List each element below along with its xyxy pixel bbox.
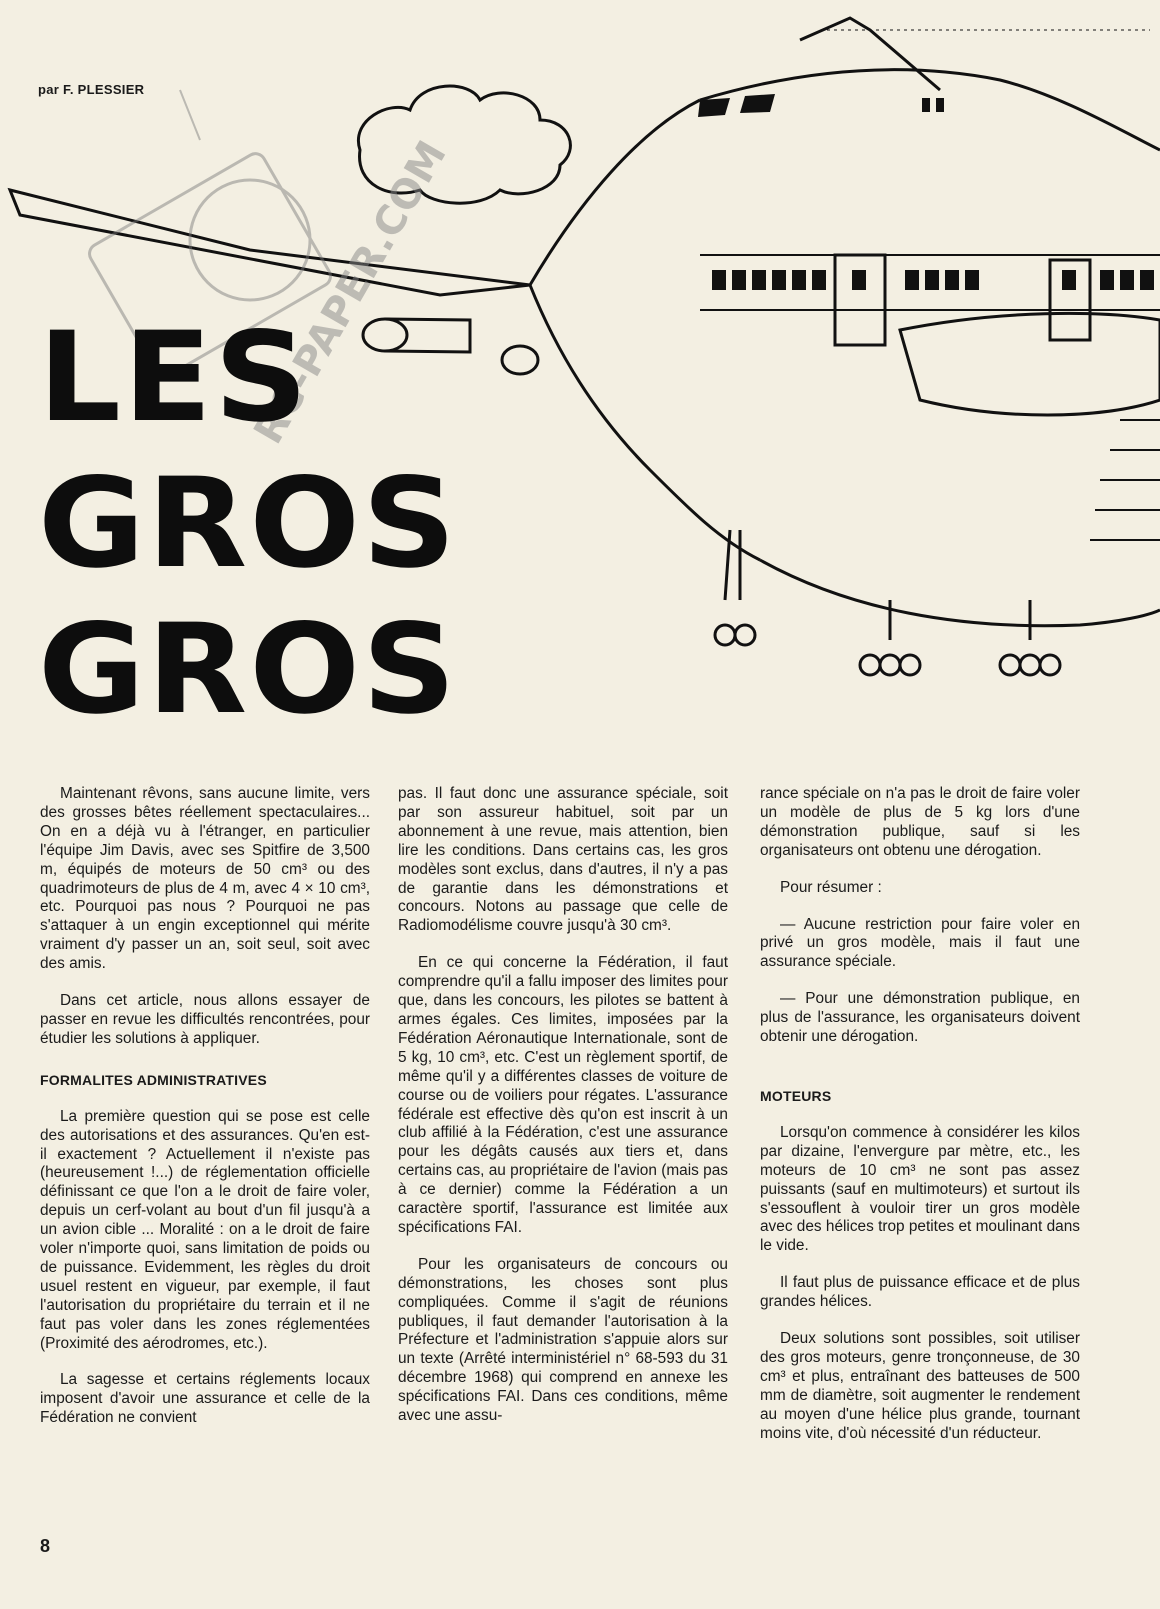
paragraph: Pour les organisateurs de concours ou démonstrations, les choses sont plus compliquées. Comme il s'agit de réunions publiques, il faut demander l'autorisation à la Préfecture et l'administration s'appuie alors sur un texte (Arrêté interministériel n° 68-593 du 31 décembre 1968) qui comprend en annexe les spécifications FAI. Dans ces conditions, même avec une assu- xyxy=(398,1255,728,1425)
byline: par F. PLESSIER xyxy=(38,82,145,97)
paragraph: — Pour une démonstration publique, en plus de l'assurance, les organisateurs doivent obtenir une dérogation. xyxy=(760,990,1080,1046)
column-2 xyxy=(398,785,728,1444)
paragraph: Maintenant rêvons, sans aucune limite, vers des grosses bêtes réellement spectaculaires... On en a déjà vu à l'étranger, en particulier l'équipe Jim Davis, avec ses Spitfire de 3,500 m, équipés de moteurs de 50 cm³ ou des quadrimoteurs de plus de 4 m, avec 4 × 10 cm³, etc. Pourquoi pas nous ? Pourquoi ne pas s'attaquer à un engin exceptionnel qui mérite vraiment d'y passer un an, soit seul, soit avec des amis. xyxy=(40,785,370,973)
paragraph: Deux solutions sont possibles, soit utiliser des gros moteurs, genre tronçonneuse, de 30 cm³ et plus, entraînant des batteuses de 500 mm de diamètre, soit augmenter le rendement au moyen d'une hélice plus grande, tournant moins vite, d'où nécessité d'un réducteur. xyxy=(760,1330,1080,1442)
paragraph: Dans cet article, nous allons essayer de passer en revue les difficultés rencontrées, pour étudier les solutions à appliquer. xyxy=(40,992,370,1047)
section-heading-motors: MOTEURS xyxy=(760,1087,832,1104)
paragraph: rance spéciale on n'a pas le droit de faire voler un modèle de plus de 5 kg lors d'une démonstration publique, sauf si les organisateurs ont obtenu une dérogation. xyxy=(760,785,1080,859)
paragraph: pas. Il faut donc une assurance spéciale, soit par son assureur habituel, soit par un abonnement à une revue, mais attention, bien lire les conditions. Dans certains cas, les gros modèles sont exclus, dans d'autres, il n'y a pas de garantie dans les démonstrations et concours. Notons au passage que celle de Radiomodélisme couvre jusqu'à 30 cm³. xyxy=(398,785,728,935)
right-wing xyxy=(900,313,1160,415)
title-line-3: GROS xyxy=(38,598,458,742)
paragraph: La sagesse et certains réglements locaux imposent d'avoir une assurance et celle de la Fédération ne convient xyxy=(40,1371,370,1427)
paragraph: Il faut plus de puissance efficace et de plus grandes hélices. xyxy=(760,1274,1080,1311)
section-heading-administrative: FORMALITES ADMINISTRATIVES xyxy=(40,1071,267,1088)
article-title xyxy=(38,305,458,743)
tail-fin xyxy=(800,18,940,90)
column-1 xyxy=(40,785,370,1446)
paragraph: Pour résumer : xyxy=(780,878,882,896)
title-line-2: GROS xyxy=(38,452,458,596)
paragraph: Lorsqu'on commence à considérer les kilos par dizaine, l'envergure par mètre, etc., les moteurs de 10 cm³ ne sont pas assez puissants (sauf en multimoteurs) et surtout ils s'essouflent à vouloir tirer un gros modèle avec des hélices trop petites et moulinant dans le vide. xyxy=(760,1123,1080,1255)
watermark-text: RC-PAPER.COM xyxy=(245,133,456,452)
paragraph: La première question qui se pose est celle des autorisations et des assurances. Qu'en est-il exactement ? Actuellement il n'existe pas (heureusement !...) de réglementation officielle définissant ce que l'on a le droit de faire voler, depuis un cerf-volant au bout d'un fil jusqu'à a un avion cible ... Moralité : on a le droit de faire voler n'importe quoi, sans limitation de poids ou de puissance. Evidemment, les règles du droit usuel restent en vigueur, par exemple, il faut l'autorisation du propriétaire du terrain et il ne faut pas voler dans les zones réglementées (Proximité des aérodromes, etc.). xyxy=(40,1107,370,1352)
page-number: 8 xyxy=(40,1536,51,1556)
fuselage-nose xyxy=(530,100,700,285)
engine-right xyxy=(502,346,538,374)
column-3 xyxy=(760,785,1080,1461)
paragraph: — Aucune restriction pour faire voler en privé un gros modèle, mais il faut une assurance spéciale. xyxy=(760,915,1080,971)
paragraph: En ce qui concerne la Fédération, il faut comprendre qu'il a fallu imposer des limites pour que, dans les concours, les pilotes se battent à armes égales. Ces limites, imposées par la Fédération Aéronautique Internationale, sont de 5 kg, 10 cm³, etc. C'est un règlement sportif, de même qu'il y a différentes classes de voiture de course ou de voiliers pour régates. L'assurance fédérale est effective dès qu'on est inscrit à un club affilié à la Fédération, c'est une assurance pour les dégâts causés aux tiers et, dans certains cas, au propriétaire de l'avion (mais pas à ce dernier) comme la Fédération a un caractère sportif, l'assurance est limitée aux spécifications FAI. xyxy=(398,954,728,1236)
fuselage-belly xyxy=(760,560,1160,626)
title-line-1: LES xyxy=(38,306,310,450)
